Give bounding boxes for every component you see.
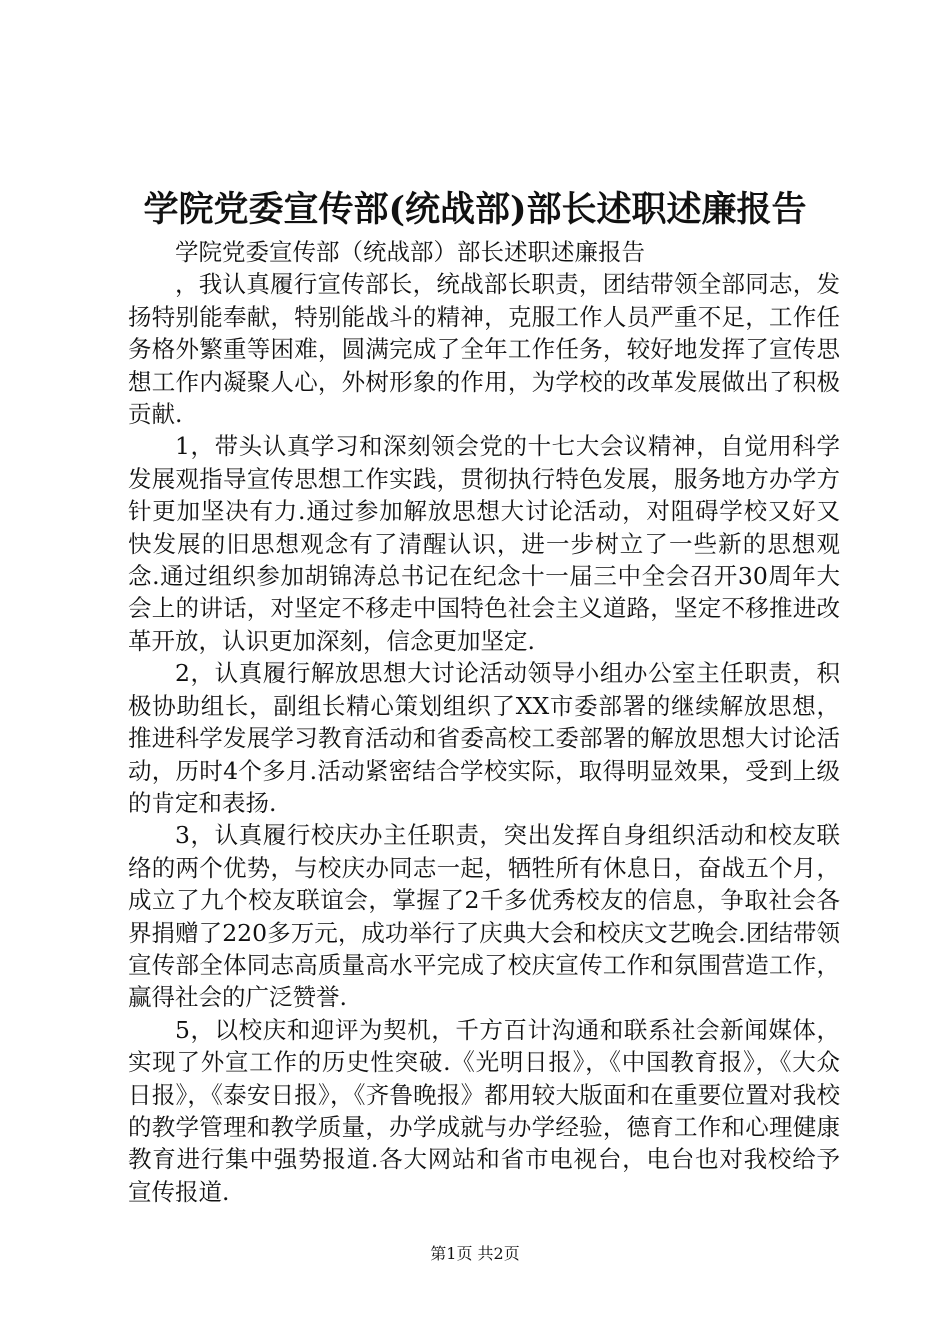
document-title: 学院党委宣传部(统战部)部长述职述廉报告 [143,189,807,230]
paragraph-subtitle: 学院党委宣传部（统战部）部长述职述廉报告 [175,238,645,266]
document-body [128,236,840,1208]
paragraph-item-2: 2，认真履行解放思想大讨论活动领导小组办公室主任职责，积极协助组长，副组长精心策划组织了XX市委部署的继续解放思想，推进科学发展学习教育活动和省委高校工委部署的解放思想大讨论活动，历时4个多月.活动紧密结合学校实际，取得明显效果，受到上级的肯定和表扬. [128,659,840,817]
paragraph-intro: ，我认真履行宣传部长，统战部长职责，团结带领全部同志，发扬特别能奉献，特别能战斗的精神，克服工作人员严重不足，工作任务格外繁重等困难，圆满完成了全年工作任务，较好地发挥了宣传思想工作内凝聚人心，外树形象的作用，为学校的改革发展做出了积极贡献. [128,270,840,429]
paragraph-item-1: 1，带头认真学习和深刻领会党的十七大会议精神，自觉用科学发展观指导宣传思想工作实践，贯彻执行特色发展，服务地方办学方针更加坚决有力.通过参加解放思想大讨论活动，对阻碍学校又好又快发展的旧思想观念有了清醒认识，进一步树立了一些新的思想观念.通过组织参加胡锦涛总书记在纪念十一届三中全会召开30周年大会上的讲话，对坚定不移走中国特色社会主义道路，坚定不移推进改革开放，认识更加深刻，信念更加坚定. [128,432,840,655]
paragraph-item-3: 3，认真履行校庆办主任职责，突出发挥自身组织活动和校友联络的两个优势，与校庆办同志一起，牺牲所有休息日，奋战五个月，成立了九个校友联谊会，掌握了2千多优秀校友的信息，争取社会各界捐赠了220多万元，成功举行了庆典大会和校庆文艺晚会.团结带领宣传部全体同志高质量高水平完成了校庆宣传工作和氛围营造工作，赢得社会的广泛赞誉. [128,821,840,1012]
page-footer: 第1页 共2页 [430,1244,520,1263]
paragraph-item-5: 5，以校庆和迎评为契机，千方百计沟通和联系社会新闻媒体，实现了外宣工作的历史性突破.《光明日报》，《中国教育报》，《大众日报》，《泰安日报》，《齐鲁晚报》都用较大版面和在重要位置对我校的教学管理和教学质量，办学成就与办学经验，德育工作和心理健康教育进行集中强势报道.各大网站和省市电视台，电台也对我校给予宣传报道. [128,1015,840,1206]
